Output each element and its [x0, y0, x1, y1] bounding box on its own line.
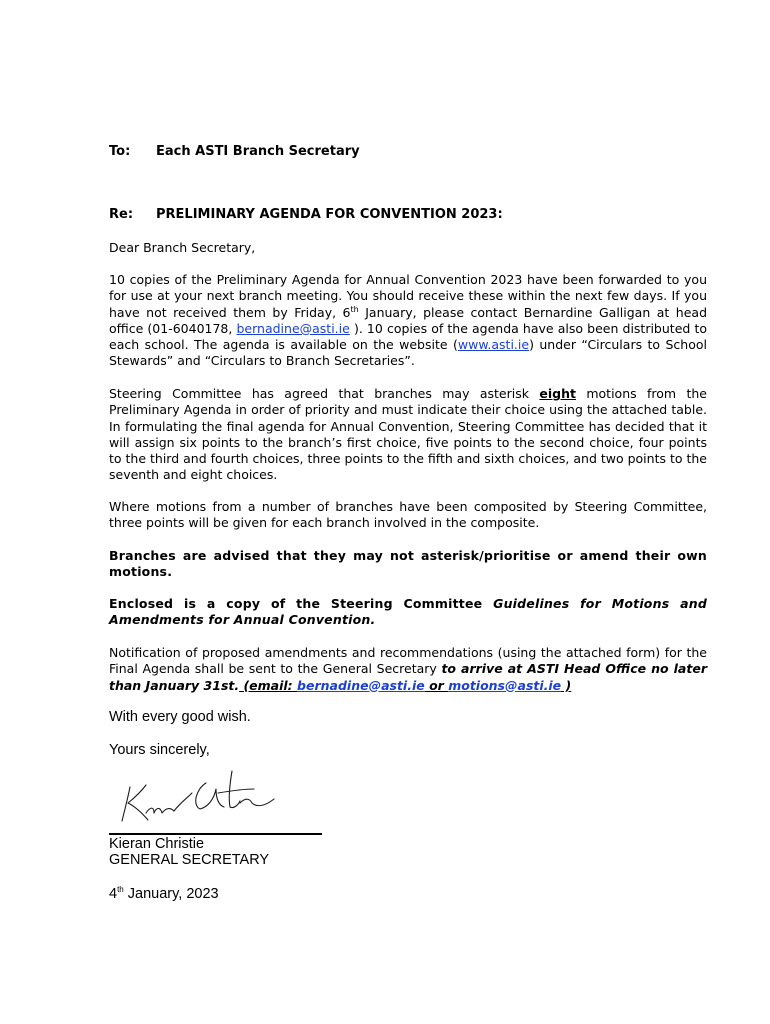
letter-date [109, 886, 219, 903]
paragraph-asterisk-rules [109, 386, 707, 484]
p1-ordinal-suffix: th [350, 304, 359, 314]
paragraph-enclosed [109, 596, 707, 629]
p1-text-1: 10 copies of the Preliminary Agenda for Annual Convention 2023 have been forwarded to you for use at your next branch meeting. You should receive these within the next few days. If you have not received them by Friday, 6 [109, 272, 707, 320]
sign-off: Yours sincerely, [109, 742, 210, 758]
closing-line: With every good wish. [109, 709, 251, 725]
p2-text-2: motions from the Preliminary Agenda in order of priority and must indicate their choice using the attached table. In formulating the final agenda for Annual Convention, Steering Committee has decided that it will assign six points to the branch’s first choice, five points to the second choice, four points to the third and fourth choices, three points to the fifth and sixth choices, and two points to the seventh and eight choices. [109, 386, 707, 483]
p1-text-4: ) under “Circulars to School Stewards” and “Circulars to Branch Secretaries”. [109, 337, 707, 369]
emphasis-eight: eight [539, 386, 576, 401]
re-label: Re: [109, 207, 134, 222]
website-link[interactable]: www.asti.ie [457, 337, 530, 353]
salutation: Dear Branch Secretary, [109, 240, 256, 255]
date-rest: January, 2023 [123, 886, 219, 902]
signer-name: Kieran Christie [109, 836, 205, 852]
p1-text-3: ). 10 copies of the agenda have also been distributed to each school. The agenda is available on the website ( [109, 320, 707, 353]
email-link-bernadine[interactable]: bernadine@asti.ie [236, 320, 350, 336]
p6-or: or [424, 677, 449, 693]
p6-close-paren: ) [561, 677, 572, 693]
date-day: 4 [109, 886, 118, 902]
email-link-bernadine-2[interactable]: bernadine@asti.ie [297, 677, 425, 693]
p6-deadline: to arrive at ASTI Head Office no later than January 31st. [109, 661, 707, 693]
subject-text: PRELIMINARY AGENDA FOR CONVENTION 2023: [156, 207, 503, 222]
paragraph-copies [109, 272, 707, 370]
p5-guidelines-title: Guidelines for Motions and Amendments for Annual Convention. [109, 596, 707, 628]
p2-text-1: Steering Committee has agreed that branches may asterisk [109, 386, 540, 401]
date-ordinal-suffix: th [117, 885, 124, 895]
paragraph-branch-advice: Branches are advised that they may not asterisk/prioritise or amend their own motions. [109, 548, 707, 580]
p5-text-1: Enclosed is a copy of the Steering Committee [109, 596, 494, 611]
paragraph-composite: Where motions from a number of branches have been composited by Steering Committee, three points will be given for each branch involved in the composite. [109, 499, 707, 531]
p6-text-1: Notification of proposed amendments and recommendations (using the attached form) for the Final Agenda shall be sent to the General Secretary [109, 645, 707, 677]
signer-title: GENERAL SECRETARY [109, 852, 270, 868]
to-label: To: [109, 144, 131, 159]
handwritten-signature [116, 763, 286, 825]
p1-text-2: January, please contact Bernardine Galligan at head office (01-6040178, [109, 304, 707, 336]
signature-line [109, 833, 322, 835]
to-recipient: Each ASTI Branch Secretary [156, 144, 360, 159]
subject-line [109, 207, 503, 222]
p6-email-prefix: (email: [239, 677, 298, 693]
paragraph-notification [109, 645, 707, 694]
to-line [109, 144, 360, 159]
email-link-motions[interactable]: motions@asti.ie [448, 677, 562, 693]
